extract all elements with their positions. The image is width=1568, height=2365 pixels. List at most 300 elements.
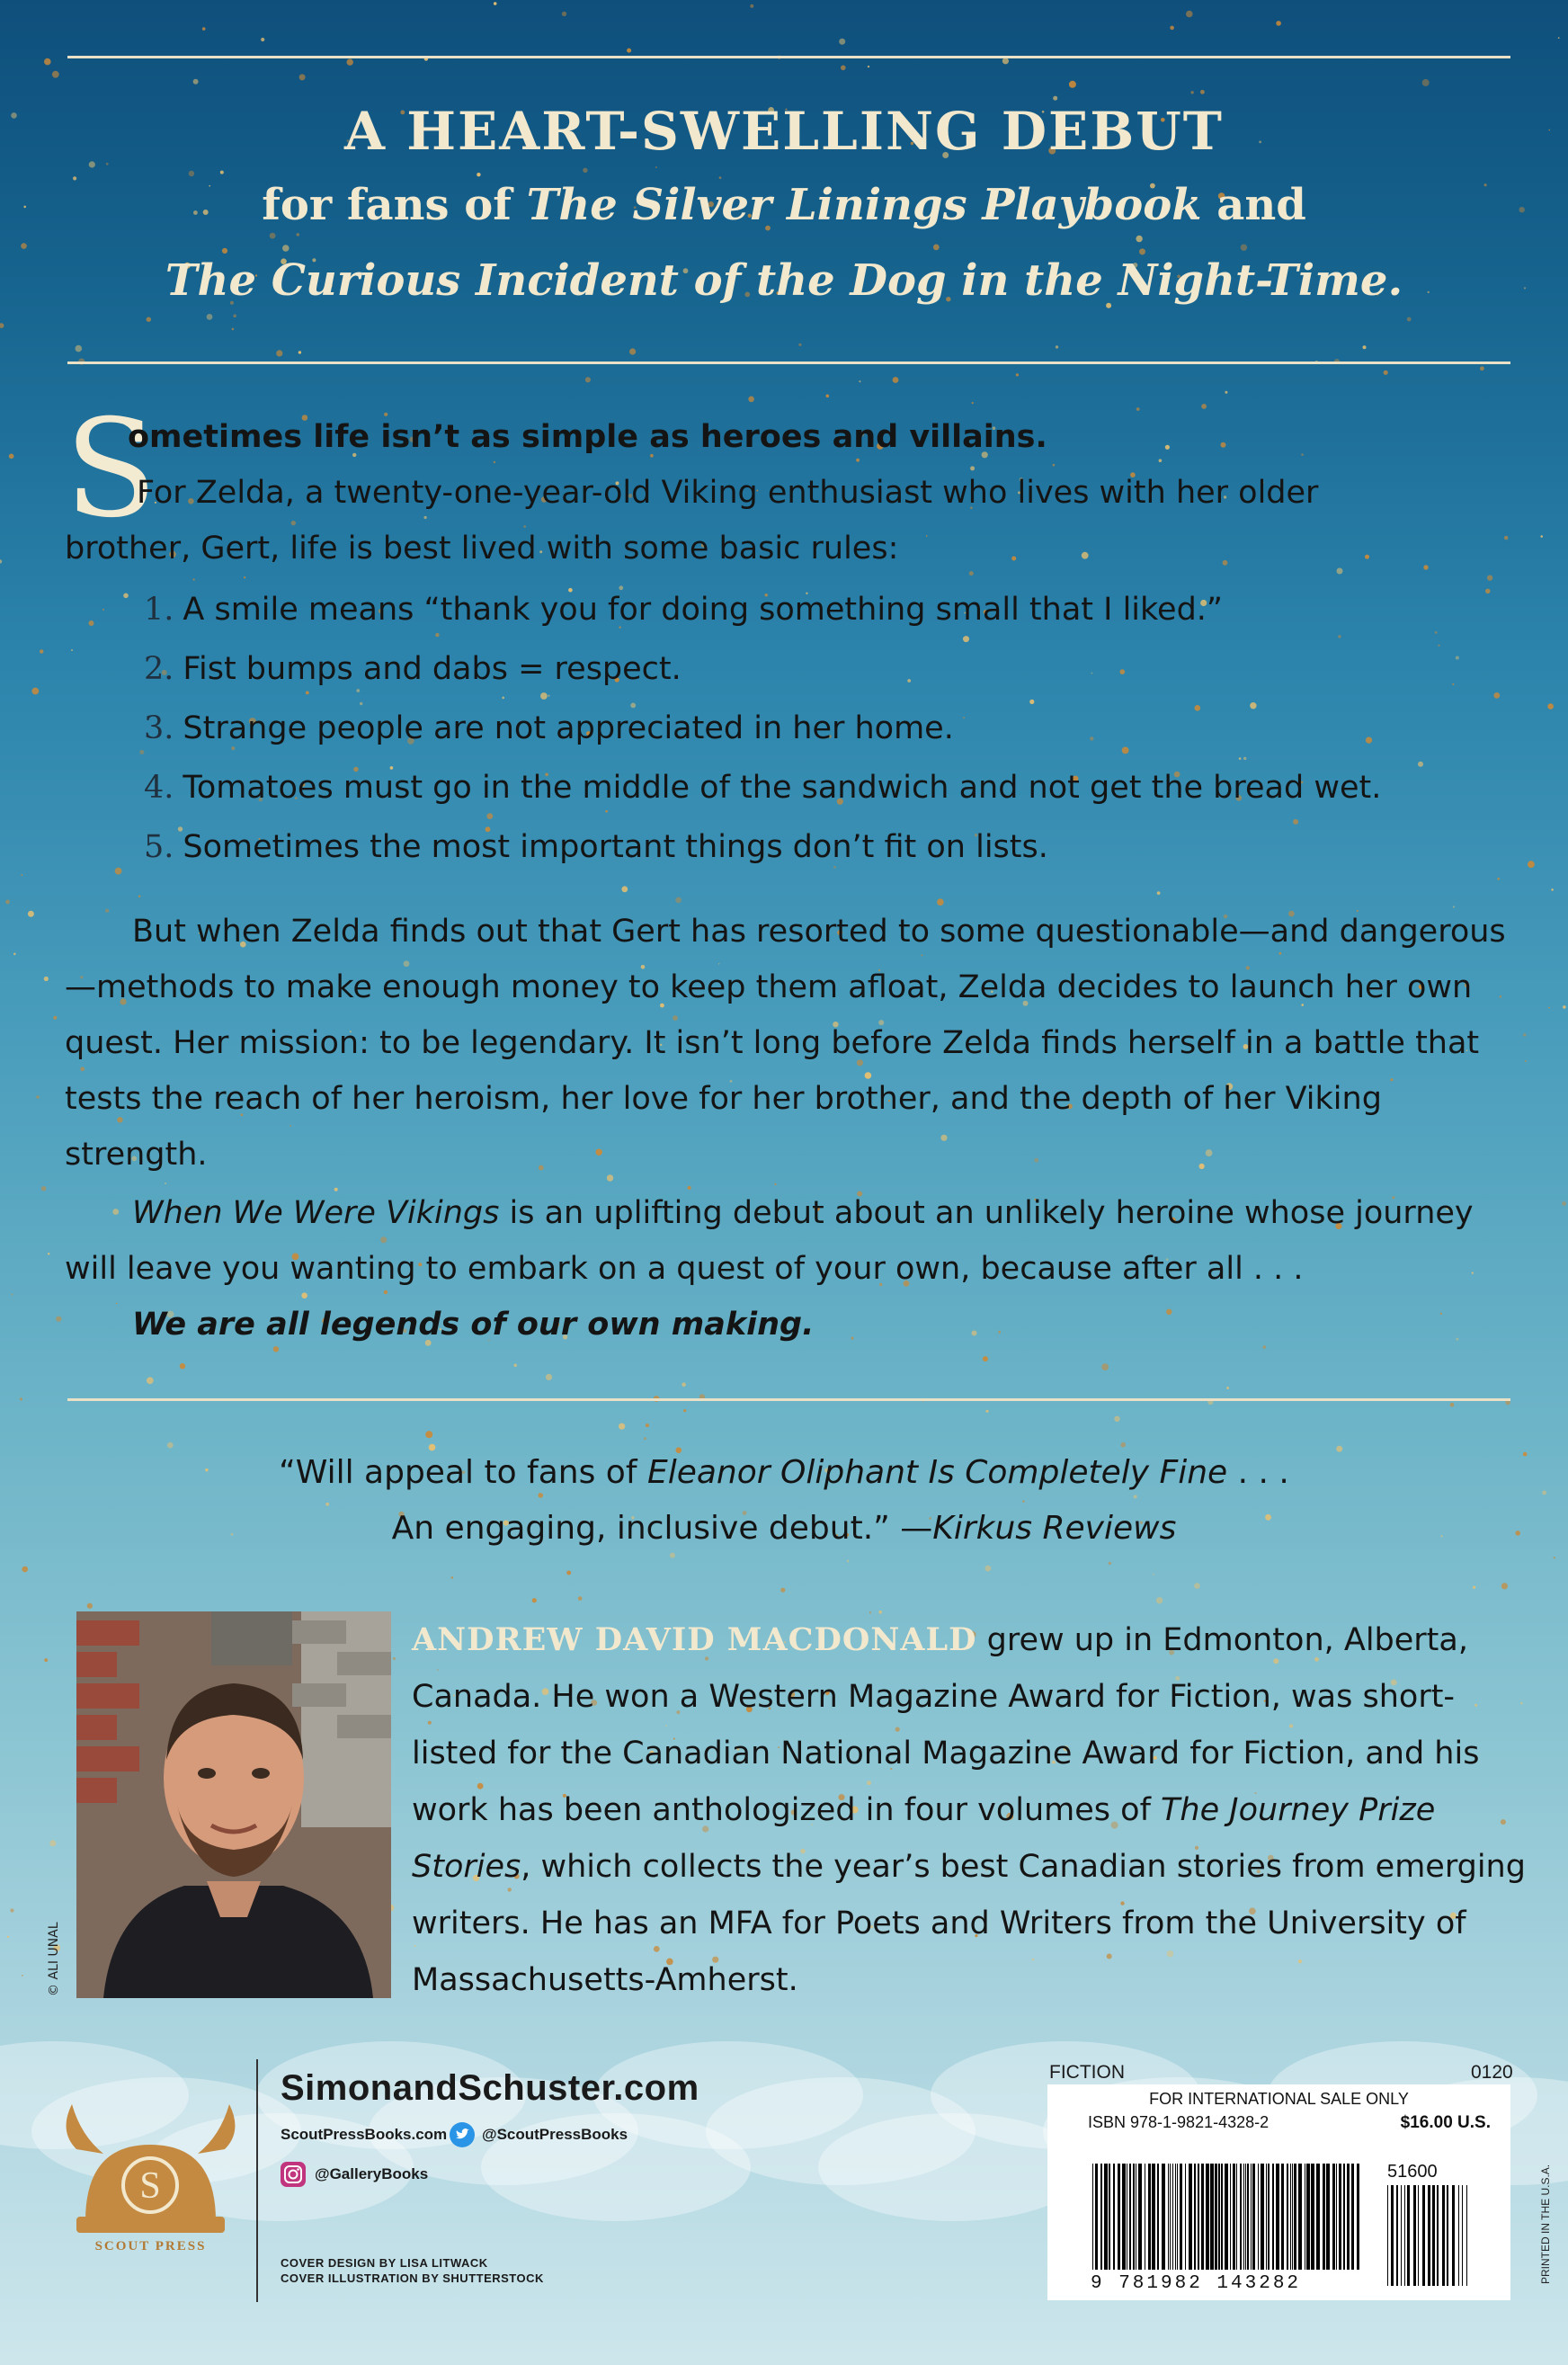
header-bottom-rule — [67, 361, 1510, 364]
bio-text-2: , which collects the year’s best Canadian stories from emerging writers. He has an MFA for Poets and Writers from the University of Massachusetts-Amherst. — [412, 1849, 1526, 1998]
speckle — [22, 1566, 28, 1573]
speckle — [969, 571, 974, 576]
speckle — [1548, 1007, 1550, 1009]
speckle — [425, 1431, 432, 1438]
intro-line-3: brother, Gert, life is best lived with some basic rules: — [65, 531, 899, 567]
speckle — [682, 1382, 686, 1387]
publisher-website[interactable]: SimonandSchuster.com — [281, 2068, 699, 2108]
bar — [1189, 2164, 1192, 2270]
instagram-icon[interactable] — [281, 2162, 306, 2191]
speckle — [1547, 703, 1554, 710]
rule-text: A smile means “thank you for doing something small that I liked.” — [183, 592, 1224, 628]
speckle — [513, 1364, 517, 1368]
speckle — [629, 348, 636, 354]
bar — [1266, 2164, 1267, 2270]
publisher-divider — [256, 2059, 258, 2302]
speckle — [244, 576, 245, 578]
bar — [1104, 2164, 1108, 2270]
speckle — [1450, 1403, 1455, 1407]
speckle — [1226, 1387, 1229, 1389]
speckle — [147, 317, 151, 322]
bar — [1194, 2164, 1196, 2270]
bar — [1243, 2164, 1244, 2270]
bar — [1215, 2164, 1217, 2270]
quote-text: An engaging, inclusive debut.” — — [391, 1510, 933, 1547]
speckle — [933, 245, 940, 251]
speckle — [393, 1657, 396, 1660]
speckle — [71, 649, 73, 651]
scout-press-logo — [49, 2095, 252, 2311]
bar — [1168, 2164, 1169, 2270]
speckle — [1485, 589, 1490, 593]
list-item — [144, 770, 1381, 829]
speckle — [750, 4, 753, 8]
speckle — [646, 1423, 649, 1427]
speckle — [1480, 366, 1484, 370]
rule-text: Strange people are not appreciated in her home. — [183, 710, 954, 746]
speckle — [494, 2, 497, 5]
speckle — [165, 1182, 166, 1184]
fans-line-1 — [0, 180, 1568, 230]
cover-credits — [281, 2255, 544, 2286]
speckle — [31, 688, 39, 695]
speckle — [1563, 1005, 1566, 1009]
bar — [1437, 2185, 1439, 2286]
speckle — [826, 395, 830, 398]
bar — [1185, 2164, 1186, 2270]
bar — [1268, 2164, 1270, 2270]
bar — [1276, 2164, 1279, 2270]
quote-source: Kirkus Reviews — [932, 1510, 1177, 1547]
bar — [1109, 2164, 1110, 2270]
speckle — [1418, 762, 1423, 767]
speckle — [546, 1374, 552, 1380]
bar — [1442, 2185, 1445, 2286]
rule-text: Sometimes the most important things don’t fit on lists. — [183, 829, 1048, 865]
list-item — [144, 829, 1381, 888]
tagline: We are all legends of our own making. — [132, 1307, 815, 1343]
speckle — [1201, 404, 1207, 409]
speckle — [477, 173, 480, 176]
bio-text-1: grew up in Edmonton, Alberta, Canada. He won a Western Magazine Award for Fiction, was short-listed for the Canadian National Magazine Award for Fiction, and his work has been anthologized in four volumes of — [412, 1622, 1480, 1828]
speckle — [619, 585, 623, 590]
bar — [1462, 2185, 1463, 2286]
bar — [1396, 2185, 1398, 2286]
fans-book-2: The Curious Incident of the Dog in the Night-Time. — [165, 255, 1403, 306]
speckle — [1221, 442, 1226, 448]
price-code: 0120 — [1471, 2062, 1513, 2083]
bar — [1316, 2164, 1320, 2270]
speckle — [562, 12, 566, 16]
speckle — [49, 1840, 56, 1846]
speckle — [1551, 888, 1554, 891]
speckle — [1276, 21, 1281, 26]
rules-list — [144, 592, 1381, 888]
instagram-handle[interactable]: @GalleryBooks — [315, 2165, 429, 2182]
speckle — [583, 168, 587, 173]
speckle — [10, 1908, 13, 1912]
bar — [1218, 2164, 1220, 2270]
speckle — [1082, 552, 1089, 559]
speckle — [839, 39, 845, 45]
quote-open: “Will appeal to fans of — [279, 1454, 647, 1491]
bar — [1294, 2164, 1296, 2270]
speckle — [1435, 631, 1438, 634]
speckle — [270, 233, 276, 239]
author-name: ANDREW DAVID MACDONALD — [412, 1621, 977, 1658]
speckle — [1002, 58, 1009, 64]
rule-text: Fist bumps and dabs = respect. — [183, 651, 682, 687]
bar — [1332, 2164, 1335, 2270]
speckle — [193, 79, 199, 85]
speckle — [627, 49, 631, 53]
bar — [1466, 2185, 1467, 2286]
speckle — [644, 1437, 646, 1440]
speckle — [1422, 79, 1430, 86]
bar — [1180, 2164, 1182, 2270]
bar — [1225, 2164, 1228, 2270]
bar — [1198, 2164, 1199, 2270]
speckle — [276, 350, 282, 356]
speckle — [983, 1356, 988, 1361]
bar — [1404, 2185, 1405, 2286]
speckle — [1194, 1583, 1200, 1589]
bar — [1387, 2185, 1388, 2286]
speckle — [985, 1410, 988, 1413]
bar — [1148, 2164, 1151, 2270]
speckle — [1139, 248, 1145, 254]
speckle — [232, 328, 235, 331]
speckle — [123, 593, 129, 599]
speckle — [1558, 37, 1560, 39]
speckle — [36, 1095, 40, 1099]
bar — [1326, 2164, 1330, 2270]
speckle — [578, 1596, 583, 1601]
printed-in-label: PRINTED IN THE U.S.A. — [1539, 2164, 1552, 2284]
speckle — [0, 323, 4, 328]
speckle — [1337, 568, 1343, 575]
bar — [1401, 2185, 1402, 2286]
speckle — [748, 397, 754, 403]
speckle — [347, 58, 353, 65]
speckle — [1190, 91, 1193, 94]
twitter-handle[interactable]: @ScoutPressBooks — [482, 2126, 628, 2143]
book-title: When We Were Vikings — [132, 1195, 500, 1231]
speckle — [1011, 557, 1016, 561]
speckle — [1159, 459, 1163, 462]
quote-line-2 — [0, 1501, 1568, 1557]
speckle — [1301, 453, 1304, 456]
author-photo — [76, 1611, 391, 1998]
speckle — [202, 27, 206, 31]
bar — [1343, 2164, 1345, 2270]
speckle — [44, 58, 51, 66]
price-label: $16.00 U.S. — [1400, 2113, 1491, 2132]
speckle — [1562, 1201, 1566, 1206]
speckle — [106, 163, 109, 165]
bar — [1292, 2164, 1293, 2270]
isbn-label: ISBN 978-1-9821-4328-2 — [1088, 2113, 1270, 2131]
speckle — [180, 1363, 185, 1369]
speckle — [1136, 407, 1140, 411]
closing-paragraph — [65, 1185, 1526, 1352]
author-bio — [412, 1611, 1527, 2009]
bar — [1391, 2185, 1394, 2286]
bar — [1336, 2164, 1337, 2270]
speckle — [12, 1294, 13, 1296]
rule-number: 5. — [144, 829, 174, 865]
bar — [1095, 2164, 1098, 2270]
speckle — [566, 1571, 571, 1575]
speckle — [1186, 11, 1193, 18]
speckle — [13, 953, 16, 956]
speckle — [1223, 560, 1228, 566]
cover-design-credit: COVER DESIGN BY LISA LITWACK — [281, 2256, 488, 2270]
bar — [1258, 2164, 1259, 2270]
speckle — [76, 345, 83, 353]
speckle — [1487, 575, 1492, 580]
bar — [1247, 2164, 1249, 2270]
rule-number: 4. — [144, 770, 174, 806]
speckle — [1114, 1416, 1119, 1422]
bar — [1432, 2185, 1435, 2286]
speckle — [719, 176, 722, 179]
category-label: FICTION — [1049, 2062, 1125, 2083]
press-name: SCOUT PRESS — [94, 2239, 207, 2253]
speckle — [532, 1598, 537, 1602]
bar — [1233, 2164, 1235, 2270]
bar — [1245, 2164, 1246, 2270]
speckle — [40, 649, 43, 653]
quote-line-1 — [0, 1445, 1568, 1501]
speckle — [1053, 96, 1057, 101]
speckle — [1493, 692, 1500, 699]
speckle — [841, 66, 846, 71]
bar — [1157, 2164, 1159, 2270]
speckle — [207, 314, 213, 320]
bar — [1251, 2164, 1252, 2270]
speckle — [115, 868, 122, 875]
speckle — [1456, 656, 1459, 660]
speckle — [1101, 1363, 1109, 1370]
speckle — [261, 38, 264, 41]
speckle — [1156, 1597, 1163, 1603]
speckle — [220, 171, 224, 174]
speckle — [20, 1397, 22, 1400]
speckle — [1501, 1583, 1508, 1589]
speckle — [1384, 370, 1388, 375]
speckle — [147, 1377, 154, 1384]
bar — [1129, 2164, 1131, 2270]
bar — [1407, 2185, 1410, 2286]
speckle — [1497, 878, 1500, 880]
speckle — [926, 535, 928, 537]
list-item — [144, 592, 1381, 651]
headline: A HEART-SWELLING DEBUT — [344, 101, 1224, 162]
svg-text:S: S — [139, 2165, 161, 2207]
bar — [1092, 2164, 1093, 2270]
list-item — [144, 651, 1381, 710]
bar — [1298, 2164, 1302, 2270]
twitter-icon[interactable] — [450, 2122, 475, 2152]
speckle — [1407, 317, 1412, 322]
speckle — [1423, 565, 1428, 569]
quote-ellipsis: . . . — [1227, 1454, 1289, 1491]
bar — [1206, 2164, 1209, 2270]
bar — [1172, 2164, 1173, 2270]
bar — [1152, 2164, 1155, 2270]
speckle — [1170, 26, 1174, 31]
intl-sale-label: FOR INTERNATIONAL SALE ONLY — [1149, 2090, 1409, 2108]
addon-digits: 51600 — [1387, 2162, 1438, 2182]
speckle — [282, 245, 290, 252]
speckle — [9, 454, 14, 460]
speckle — [28, 911, 34, 917]
speckle — [1136, 236, 1142, 242]
speckle — [53, 1016, 57, 1020]
speckle — [675, 897, 682, 904]
scout-press-site[interactable]: ScoutPressBooks.com — [281, 2126, 448, 2143]
bar — [1175, 2164, 1176, 2270]
speckle — [1504, 536, 1508, 540]
speckle — [222, 248, 227, 254]
speckle — [1200, 90, 1205, 94]
rule-number: 3. — [144, 710, 174, 746]
speckle — [52, 71, 59, 78]
speckle — [683, 1409, 686, 1412]
speckle — [1540, 535, 1543, 538]
bar — [1311, 2164, 1314, 2270]
quote-rule — [67, 1398, 1510, 1401]
bar — [1122, 2164, 1126, 2270]
bar — [1210, 2164, 1214, 2270]
bar — [1240, 2164, 1242, 2270]
speckle — [1438, 645, 1439, 647]
intro-line-2: For Zelda, a twenty-one-year-old Viking enthusiast who lives with her older — [137, 475, 1319, 511]
bar — [1447, 2185, 1448, 2286]
bar — [1133, 2164, 1135, 2270]
speckle — [87, 1603, 93, 1609]
speckle — [1153, 1574, 1154, 1575]
bar — [1452, 2185, 1455, 2286]
speckle — [1452, 683, 1454, 685]
speckle — [0, 559, 2, 563]
speckle — [48, 1253, 49, 1254]
speckle — [5, 900, 10, 905]
speckle — [21, 243, 27, 249]
bar — [1287, 2164, 1288, 2270]
speckle — [1473, 1586, 1475, 1589]
speckle — [1365, 555, 1369, 559]
bar — [1272, 2164, 1274, 2270]
cover-illustration-credit: COVER ILLUSTRATION BY SHUTTERSTOCK — [281, 2271, 544, 2285]
top-rule — [67, 56, 1510, 58]
speckle — [297, 233, 300, 236]
bar — [1290, 2164, 1291, 2270]
speckle — [41, 1186, 46, 1191]
quote-book: Eleanor Oliphant Is Completely Fine — [646, 1454, 1228, 1491]
speckle — [7, 1936, 9, 1938]
bar — [1281, 2164, 1284, 2270]
bar — [1339, 2164, 1341, 2270]
bio-book: The Journey Prize Stories — [412, 1792, 1436, 1885]
speckle — [1109, 1562, 1111, 1565]
bar — [1230, 2164, 1231, 2270]
bar — [1138, 2164, 1142, 2270]
photo-credit: © ALI UNAL — [47, 1922, 61, 1996]
barcode-bars — [1047, 2084, 1510, 2300]
intro-line-1: ometimes life isn’t as simple as heroes and villains. — [128, 419, 1047, 455]
speckle — [298, 351, 301, 353]
speckle — [192, 578, 194, 580]
speckle — [1069, 81, 1076, 88]
speckle — [1016, 373, 1019, 376]
bar — [1118, 2164, 1120, 2270]
speckle — [233, 314, 236, 317]
speckle — [585, 377, 591, 382]
speckle — [798, 344, 801, 346]
bar — [1221, 2164, 1223, 2270]
speckle — [893, 377, 899, 383]
speckle — [189, 171, 194, 176]
bar — [1306, 2164, 1310, 2270]
speckle — [619, 1423, 625, 1430]
list-item — [144, 710, 1381, 770]
speckle — [21, 874, 22, 876]
speckle — [985, 1566, 992, 1572]
speckle — [44, 977, 49, 981]
speckle — [972, 402, 974, 404]
rule-text: Tomatoes must go in the middle of the sandwich and not get the bread wet. — [183, 770, 1382, 806]
bar — [1252, 2164, 1255, 2270]
rule-number: 2. — [144, 651, 174, 687]
rule-number: 1. — [144, 592, 174, 628]
speckle — [1157, 891, 1161, 895]
speckle — [1225, 391, 1227, 394]
barcode-digits: 9 781982 143282 — [1091, 2273, 1302, 2294]
bar — [1422, 2185, 1425, 2286]
speckle — [847, 1560, 849, 1562]
fans-and: and — [1201, 180, 1306, 230]
speckle — [1554, 1557, 1555, 1558]
speckle — [655, 166, 657, 168]
drop-cap: S — [65, 391, 157, 548]
synopsis-paragraph: But when Zelda finds out that Gert has resorted to some questionable—and dangerous—methods to make enough money to keep them afloat, Zelda decides to launch her own quest. Her mission: to be legendary. It isn’t long before Zelda finds herself in a battle that tests the reach of her heroism, her love for her brother, and the depth of her Viking strength. — [65, 914, 1506, 1173]
bar — [1100, 2164, 1102, 2270]
speckle — [102, 609, 104, 611]
bar — [1418, 2185, 1419, 2286]
speckle — [138, 895, 141, 897]
speckle — [89, 161, 95, 167]
speckle — [1363, 345, 1367, 349]
speckle — [868, 66, 869, 67]
bar — [1347, 2164, 1350, 2270]
speckle — [1241, 245, 1247, 251]
speckle — [22, 1975, 23, 1977]
speckle — [56, 1316, 61, 1322]
speckle — [299, 74, 306, 80]
bar — [1201, 2164, 1204, 2270]
speckle — [1528, 861, 1535, 868]
speckle — [89, 620, 94, 626]
bar — [1113, 2164, 1115, 2270]
bar — [1170, 2164, 1171, 2270]
review-quote — [0, 1445, 1568, 1557]
bar — [1162, 2164, 1165, 2270]
bar — [1428, 2185, 1430, 2286]
speckle — [1056, 345, 1058, 348]
bar — [1261, 2164, 1264, 2270]
